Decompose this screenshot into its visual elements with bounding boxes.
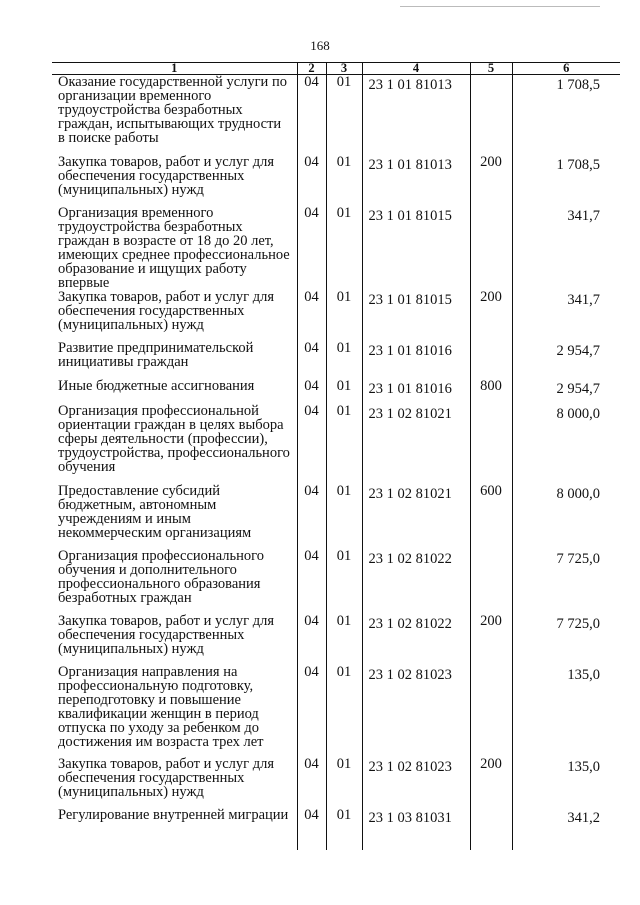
row-section: 04	[297, 75, 326, 155]
row-target-code: 23 1 03 81031	[362, 808, 470, 850]
table-row	[52, 404, 620, 484]
row-subsection: 01	[326, 155, 362, 206]
row-target-code: 23 1 01 81013	[362, 75, 470, 155]
row-amount: 1 708,5	[512, 75, 620, 155]
row-section: 04	[297, 206, 326, 290]
table-row	[52, 206, 620, 290]
row-expense-type	[470, 206, 512, 290]
row-target-code: 23 1 02 81023	[362, 757, 470, 808]
top-rule	[400, 6, 600, 7]
row-section: 04	[297, 155, 326, 206]
row-amount: 8 000,0	[512, 404, 620, 484]
table-row	[52, 665, 620, 757]
row-amount: 341,2	[512, 808, 620, 850]
row-name: Закупка товаров, работ и услуг для обеспечения государственных (муниципальных) нужд	[58, 612, 275, 657]
row-target-code: 23 1 02 81023	[362, 665, 470, 757]
row-section: 04	[297, 549, 326, 614]
row-name: Предоставление субсидий бюджетным, автономным учреждениям и иным некоммерческим организациям	[58, 482, 252, 541]
row-amount: 135,0	[512, 757, 620, 808]
row-section: 04	[297, 757, 326, 808]
table-row	[52, 155, 620, 206]
row-name: Организация профессионального обучения и дополнительного профессионального образования безработных граждан	[58, 547, 264, 606]
row-section: 04	[297, 614, 326, 665]
row-target-code: 23 1 02 81022	[362, 549, 470, 614]
row-expense-type	[470, 549, 512, 614]
row-section: 04	[297, 484, 326, 549]
row-subsection: 01	[326, 379, 362, 404]
row-name: Закупка товаров, работ и услуг для обеспечения государственных (муниципальных) нужд	[58, 288, 275, 333]
row-subsection: 01	[326, 75, 362, 155]
row-subsection: 01	[326, 614, 362, 665]
row-amount: 2 954,7	[512, 341, 620, 379]
row-name: Организация профессиональной ориентации граждан в целях выбора сферы деятельности (профессии), трудоустройства, профессионального обучения	[58, 402, 290, 475]
row-section: 04	[297, 290, 326, 341]
row-amount: 7 725,0	[512, 614, 620, 665]
row-subsection: 01	[326, 808, 362, 850]
row-expense-type	[470, 808, 512, 850]
row-section: 04	[297, 404, 326, 484]
row-subsection: 01	[326, 206, 362, 290]
row-amount: 8 000,0	[512, 484, 620, 549]
header-col-4: 4	[362, 63, 470, 75]
table-row	[52, 757, 620, 808]
row-name: Регулирование внутренней миграции	[58, 806, 289, 823]
row-amount: 7 725,0	[512, 549, 620, 614]
row-expense-type: 200	[470, 614, 512, 665]
table-row	[52, 290, 620, 341]
row-subsection: 01	[326, 484, 362, 549]
row-target-code: 23 1 01 81015	[362, 206, 470, 290]
table-row	[52, 484, 620, 549]
row-expense-type: 800	[470, 379, 512, 404]
row-expense-type: 200	[470, 757, 512, 808]
table-row	[52, 549, 620, 614]
row-section: 04	[297, 379, 326, 404]
row-section: 04	[297, 808, 326, 850]
row-name: Иные бюджетные ассигнования	[58, 377, 255, 394]
row-subsection: 01	[326, 404, 362, 484]
header-col-6: 6	[512, 63, 620, 75]
header-col-2: 2	[297, 63, 326, 75]
row-name: Оказание государственной услуги по организации временного трудоустройства безработных граждан, испытывающих трудности в поиске работы	[58, 74, 287, 146]
row-amount: 1 708,5	[512, 155, 620, 206]
row-amount: 135,0	[512, 665, 620, 757]
budget-table-container	[52, 62, 620, 852]
row-expense-type	[470, 75, 512, 155]
row-expense-type	[470, 341, 512, 379]
header-col-5: 5	[470, 63, 512, 75]
table-row	[52, 341, 620, 379]
row-subsection: 01	[326, 757, 362, 808]
row-target-code: 23 1 02 81022	[362, 614, 470, 665]
row-name: Организация временного трудоустройства безработных граждан в возрасте от 18 до 20 лет, имеющих среднее профессиональное образование и ищущих работу впервые	[58, 204, 290, 291]
row-target-code: 23 1 02 81021	[362, 404, 470, 484]
row-subsection: 01	[326, 665, 362, 757]
row-expense-type: 600	[470, 484, 512, 549]
row-target-code: 23 1 01 81016	[362, 379, 470, 404]
header-row	[52, 63, 620, 75]
table-row	[52, 379, 620, 404]
row-expense-type	[470, 404, 512, 484]
row-amount: 341,7	[512, 206, 620, 290]
row-subsection: 01	[326, 290, 362, 341]
row-expense-type	[470, 665, 512, 757]
table-row	[52, 808, 620, 850]
row-target-code: 23 1 01 81013	[362, 155, 470, 206]
table-row	[52, 75, 620, 155]
row-subsection: 01	[326, 549, 362, 614]
row-target-code: 23 1 01 81015	[362, 290, 470, 341]
row-name: Организация направления на профессиональную подготовку, переподготовку и повышение квалификации женщин в период отпуска по уходу за ребенком до достижения им возраста трех лет	[58, 663, 264, 750]
table-row	[52, 614, 620, 665]
row-expense-type: 200	[470, 290, 512, 341]
budget-table	[52, 62, 620, 850]
row-name: Закупка товаров, работ и услуг для обеспечения государственных (муниципальных) нужд	[58, 755, 275, 800]
header-col-3: 3	[326, 63, 362, 75]
row-expense-type: 200	[470, 155, 512, 206]
header-col-1: 1	[52, 63, 297, 75]
row-name: Развитие предпринимательской инициативы граждан	[58, 339, 254, 370]
row-amount: 2 954,7	[512, 379, 620, 404]
row-name: Закупка товаров, работ и услуг для обеспечения государственных (муниципальных) нужд	[58, 153, 275, 198]
row-subsection: 01	[326, 341, 362, 379]
row-section: 04	[297, 665, 326, 757]
row-target-code: 23 1 01 81016	[362, 341, 470, 379]
row-amount: 341,7	[512, 290, 620, 341]
row-target-code: 23 1 02 81021	[362, 484, 470, 549]
row-section: 04	[297, 341, 326, 379]
page-number: 168	[310, 38, 330, 53]
